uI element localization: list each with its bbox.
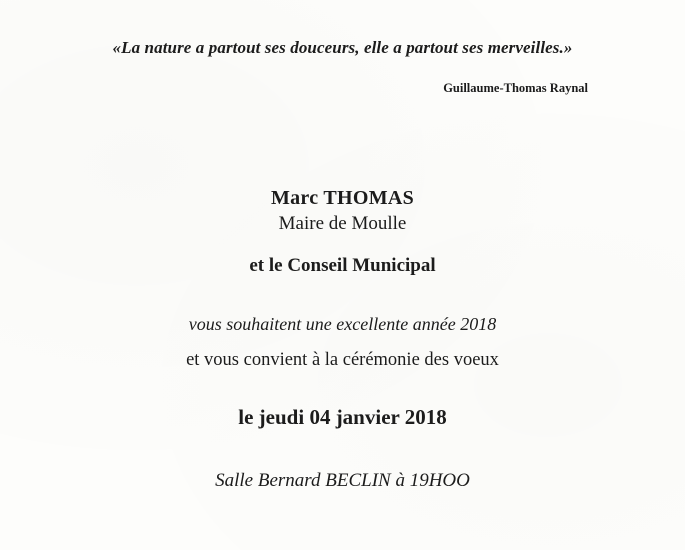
event-venue: Salle Bernard BECLIN à 19HOO <box>215 470 470 491</box>
mayor-title: Maire de Moulle <box>278 213 407 234</box>
council-line: et le Conseil Municipal <box>249 255 436 276</box>
invite-line: et vous convient à la cérémonie des voeux <box>186 350 499 370</box>
wishes-line: vous souhaitent une excellente année 2018 <box>188 314 497 334</box>
quote-author: Guillaume-Thomas Raynal <box>443 81 588 95</box>
quote-text: «La nature a partout ses douceurs, elle a partout ses merveilles.» <box>112 38 573 57</box>
event-date: le jeudi 04 janvier 2018 <box>238 405 447 429</box>
mayor-name: Marc THOMAS <box>270 187 415 209</box>
